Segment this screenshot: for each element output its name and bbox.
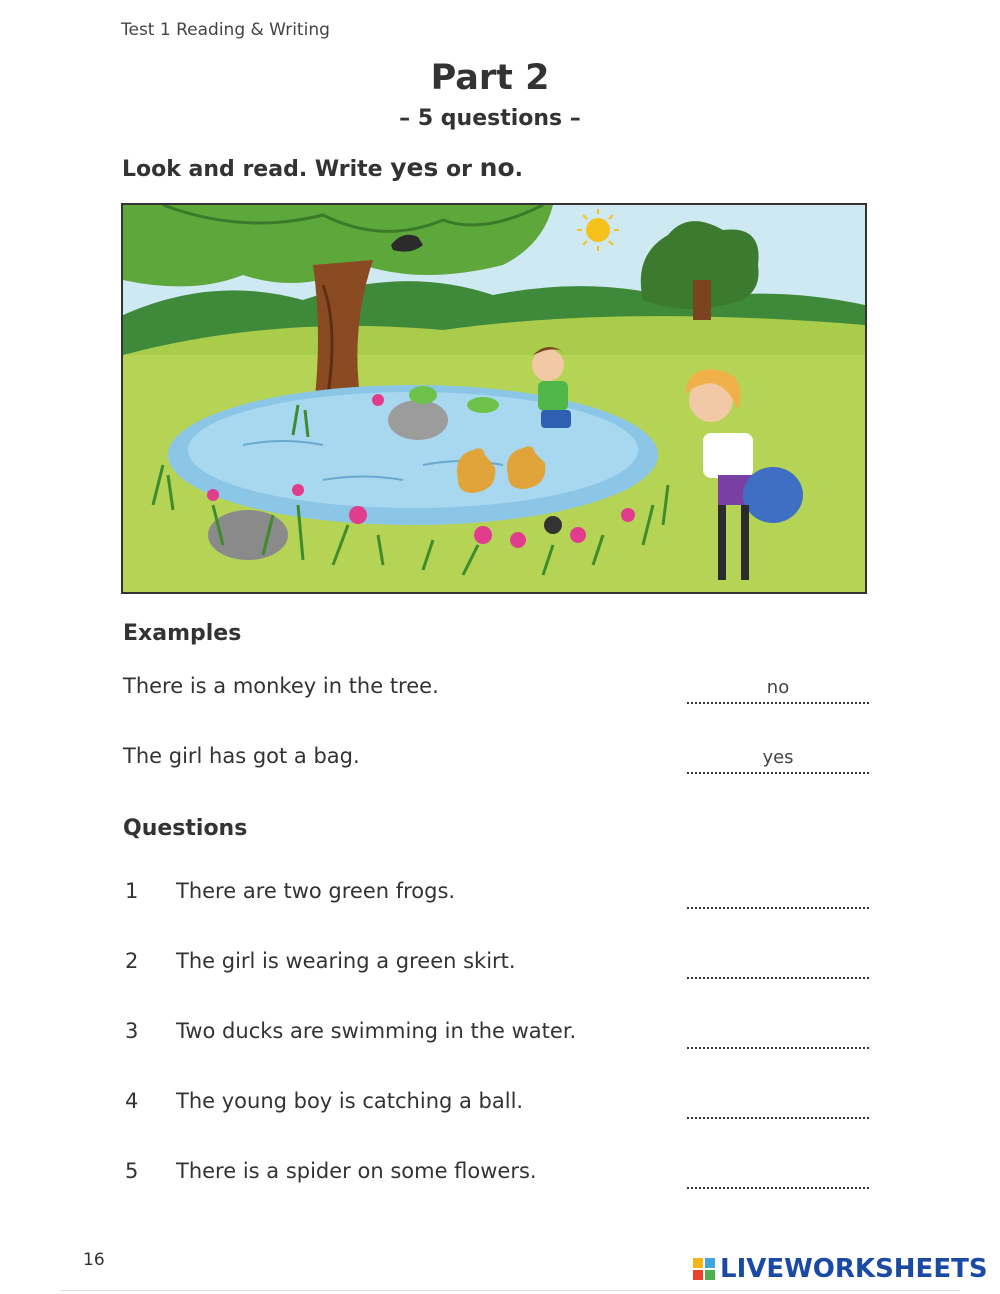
example-row (123, 738, 869, 778)
answer-field-4[interactable] (687, 1095, 869, 1119)
question-row (123, 873, 869, 913)
header-label: Test 1 Reading & Writing (121, 20, 330, 40)
answer-field-5[interactable] (687, 1165, 869, 1189)
brand-logo (692, 1251, 988, 1287)
question-text: The girl is wearing a green skirt. (176, 949, 516, 973)
question-row (123, 1153, 869, 1193)
part-title: Part 2 (430, 58, 550, 98)
example-answer (687, 672, 869, 704)
question-text: The young boy is catching a ball. (176, 1089, 524, 1113)
question-text: There is a spider on some flowers. (176, 1159, 537, 1183)
question-number: 2 (125, 949, 139, 973)
question-number: 1 (125, 879, 139, 903)
example-answer (687, 742, 869, 774)
question-row (123, 943, 869, 983)
answer-field-2[interactable] (687, 955, 869, 979)
question-number: 4 (125, 1089, 139, 1113)
instruction: Look and read. Write yes or no. (122, 153, 523, 182)
example-text: The girl has got a bag. (123, 744, 360, 768)
question-number: 5 (125, 1159, 139, 1183)
question-row (123, 1013, 869, 1053)
answer-field-1[interactable] (687, 885, 869, 909)
grid-icon (692, 1257, 716, 1281)
question-row (123, 1083, 869, 1123)
answer-field-3[interactable] (687, 1025, 869, 1049)
question-text: There are two green frogs. (176, 879, 456, 903)
brand-name: LIVEWORKSHEETS (720, 1254, 988, 1284)
example-row (123, 668, 869, 708)
example-text: There is a monkey in the tree. (123, 674, 439, 698)
part-subtitle: – 5 questions – (399, 106, 581, 131)
park-pond-illustration (121, 203, 867, 594)
question-number: 3 (125, 1019, 139, 1043)
page-number: 16 (83, 1250, 105, 1270)
question-text: Two ducks are swimming in the water. (176, 1019, 577, 1043)
divider (60, 1290, 960, 1291)
examples-heading: Examples (123, 621, 242, 646)
questions-heading: Questions (123, 816, 248, 841)
